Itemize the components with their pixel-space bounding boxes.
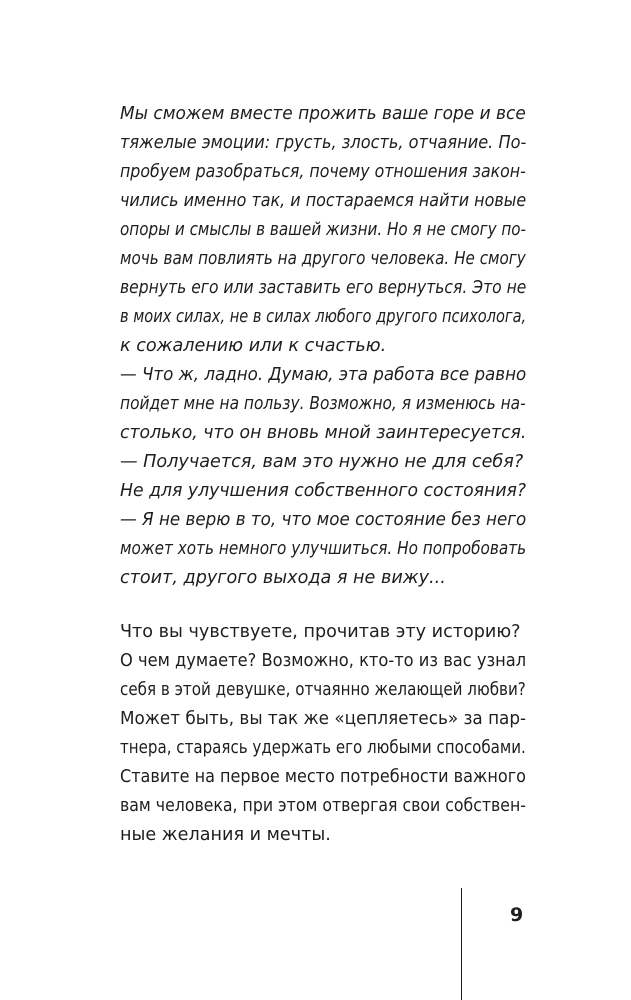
- text-line: тнера, стараясь удержать его любыми способами.: [120, 738, 526, 758]
- text-line: вам человека, при этом отвергая свои собствен-: [120, 796, 526, 816]
- text-line: ные желания и мечты.: [120, 825, 331, 845]
- page-divider-line: [461, 888, 462, 1000]
- page-number: 9: [510, 904, 524, 926]
- text-line: Может быть, вы так же «цепляетесь» за пар-: [120, 709, 527, 729]
- text-line: к сожалению или к счастью.: [120, 336, 387, 356]
- text-line: тяжелые эмоции: грусть, злость, отчаяние. По-: [120, 133, 527, 153]
- text-line: мочь вам повлиять на другого человека. Не смогу: [120, 249, 526, 269]
- text-line: Что вы чувствуете, прочитав эту историю?: [120, 622, 521, 642]
- text-line: О чем думаете? Возможно, кто-то из вас узнал: [120, 651, 527, 671]
- text-line: пробуем разобраться, почему отношения закон-: [120, 162, 526, 182]
- text-line: стоит, другого выхода я не вижу...: [120, 568, 446, 588]
- text-line: столько, что он вновь мной заинтересуется.: [120, 423, 527, 443]
- text-line: вернуть его или заставить его вернуться. Это не: [120, 278, 527, 298]
- text-line: опоры и смыслы в вашей жизни. Но я не смогу по-: [120, 220, 527, 240]
- text-line: — Я не верю в то, что мое состояние без него: [120, 510, 527, 530]
- text-line: — Что ж, ладно. Думаю, эта работа все равно: [120, 365, 527, 385]
- text-line: — Получается, вам это нужно не для себя?: [120, 452, 524, 472]
- text-line: в моих силах, не в силах любого другого психолога,: [120, 307, 527, 327]
- text-line: может хоть немного улучшиться. Но попробовать: [120, 539, 527, 559]
- text-line: Мы сможем вместе прожить ваше горе и все: [120, 104, 526, 124]
- text-line: чились именно так, и постараемся найти новые: [120, 191, 527, 211]
- text-line: себя в этой девушке, отчаянно желающей любви?: [120, 680, 526, 700]
- text-line: пойдет мне на пользу. Возможно, я изменюсь на-: [120, 394, 526, 414]
- text-line: Не для улучшения собственного состояния?: [120, 481, 527, 501]
- text-line: Ставите на первое место потребности важного: [120, 767, 526, 787]
